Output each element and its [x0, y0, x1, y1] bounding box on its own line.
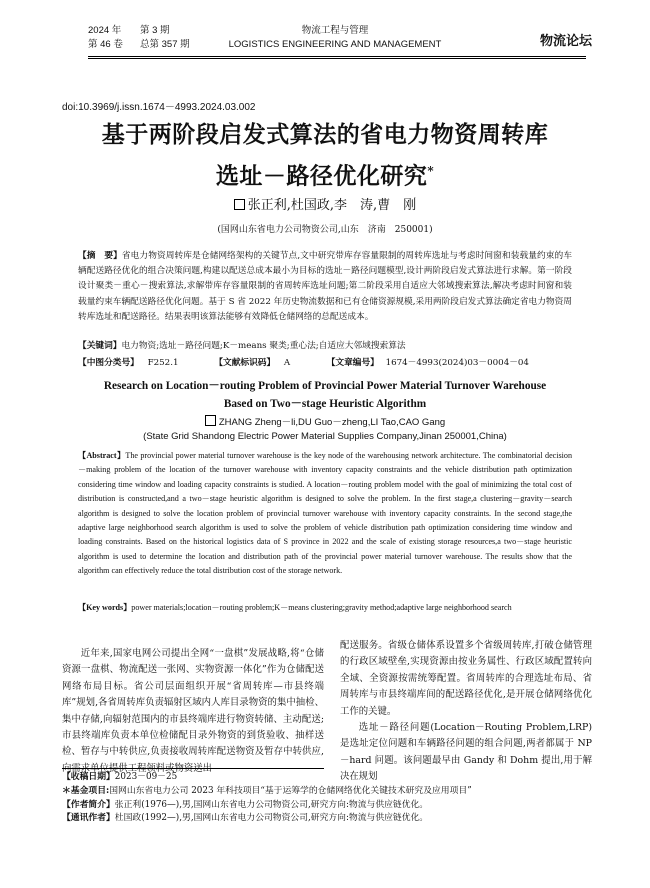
journal-name-en: LOGISTICS ENGINEERING AND MANAGEMENT [228, 39, 442, 50]
received-date [62, 771, 592, 785]
corresponding-label: 【通讯作者】 [62, 813, 115, 824]
body-column-right [340, 638, 592, 786]
author-list [60, 194, 590, 213]
abstract-en-label: 【Abstract】 [78, 451, 126, 460]
keywords-cn-label: 【关键词】 [78, 341, 122, 351]
issue: 第 3 期 [140, 25, 170, 36]
en-title-line-1: Research on Location－routing Problem of Provincial Power Material Turnover Warehouse [103, 380, 547, 392]
fund-note [62, 785, 592, 799]
corresponding-author [62, 812, 592, 826]
keywords-cn [78, 339, 572, 354]
doi: doi:10.3969/j.issn.1674－4993.2024.03.002 [62, 102, 256, 113]
authors-text: 张正利,杜国政,李 涛,曹 刚 [247, 198, 417, 213]
keywords-cn-text: 电力物资;选址－路径问题;K－means 聚类;重心法;自适应大邻域搜索算法 [121, 341, 406, 351]
received-value: 2023－09－25 [114, 772, 178, 782]
article-number-value: 1674－4993(2024)03－0004－04 [385, 358, 529, 368]
column-name: 物流论坛 [540, 33, 593, 48]
total-issue: 总第 357 期 [140, 39, 190, 50]
clc-label: 【中图分类号】 [78, 358, 139, 368]
clc-value: F252.1 [147, 358, 179, 368]
title-footnote-mark: * [427, 164, 435, 178]
doc-code-value: A [283, 358, 291, 368]
body-paragraph: 选址－路径问题(Location－Routing Problem,LRP)是选址定位问题和车辆路径问题的组合问题,两者都属于 NP－hard 问题。该问题最早由 Gandy 和 Dohm 提出,用于解决在规划 [340, 722, 592, 783]
author-bio-label: 【作者简介】 [62, 799, 115, 810]
abstract-cn-label: 【摘 要】 [78, 251, 122, 261]
body-paragraph: 近年来,国家电网公司提出全网“一盘棋”发展战略,将“仓储资源一盘棋、物流配送一张网、实物资源一体化”作为仓储配送网络布局目标。省公司层面组织开展“省周转库—市县终端库”规划,各省周转库负责辐射区域内人库目录物资的集中抽检、集中存储,向辐射范围内的市县终端库进行物资转储、主动配送;市县终端库负责本单位检储配目录外物资的到货验收、抽样送检、暂存与中转供应,负责接收周转库配送物资及暂存中转供应,向需求单位提供工程领料或物资送出 [62, 648, 324, 774]
keywords-en-text: power materials;location－routing problem;K－means clustering;gravity method;adaptive large neighborhood search [131, 603, 512, 612]
en-title-line-2: Based on Two－stage Heuristic Algorithm [223, 398, 427, 410]
received-label: 【收稿日期】 [62, 772, 115, 782]
footnote-rule [62, 768, 324, 769]
body-paragraph: 配送服务。省级仓储体系设置多个省级周转库,打破仓储管理的行政区域壁垒,实现资源由按业务属性、行政区域配置转向全域、全资源按需统筹配置。省周转库的合理选址布局、省周转库与市县终端库间的配送路径优化,是开展仓储网络优化工作的关键。 [340, 640, 592, 717]
doc-code-label: 【文献标识码】 [214, 358, 276, 368]
author-bio-value: 张正利(1976—),男,国网山东省电力公司物资公司,研究方向:物流与供应链优化。 [114, 799, 429, 810]
volume: 第 46 卷 [88, 39, 123, 50]
abstract-en-text: The provincial power material turnover warehouse is the key node of the warehousing network architecture. The combinatorial decision－making problem of the location of the turnover warehouse with inventory capacity constraints and the vehicle distribution path optimization considering time window and loading capacity constraints is studied. A location－routing problem model with the goal of minimizing the total cost of distribution is constructed,and a two－stage heuristic algorithm is designed to solve the problem. In the first stage,a clustering－gravity－search algorithm is designed to solve the location problem of provincial turnover warehouse with inventory capacity constraints. In the second stage,the adaptive large neighborhood search algorithm is used to solve the problem of vehicle distribution path optimization considering time window and loading constraints. Based on the historical logistics data of S province in 2022 and the scale of existing storage resources,a two－stage heuristic algorithm is used to determine the location and distribution path of the provincial power material turnover warehouse. The results show that the algorithm can effectively reduce the total distribution cost of the storage network. [78, 451, 572, 576]
journal-issue-info [88, 24, 190, 52]
paper-title [60, 117, 590, 195]
english-title [60, 377, 590, 413]
abstract-cn [78, 249, 572, 325]
affiliation: (国网山东省电力公司物资公司,山东 济南 250001) [217, 225, 433, 235]
en-author-box-icon [205, 415, 216, 426]
corresponding-value: 杜国政(1992—),男,国网山东省电力公司物资公司,研究方向:物流与供应链优化。 [114, 813, 429, 824]
title-line-1: 基于两阶段启发式算法的省电力物资周转库 [101, 121, 549, 148]
journal-name [220, 24, 450, 52]
article-number-label: 【文章编号】 [326, 358, 379, 368]
abstract-en [78, 449, 572, 579]
keywords-en-label: 【Key words】 [78, 603, 132, 612]
classification-row [78, 356, 572, 370]
keywords-en [78, 600, 572, 615]
english-authors [60, 414, 590, 428]
footnotes [62, 771, 592, 826]
header-rule [88, 56, 586, 57]
year: 2024 年 [88, 25, 122, 36]
fund-label: ＊基金项目: [62, 785, 110, 796]
header-rule-thin [88, 58, 586, 59]
body-column-left [62, 646, 324, 777]
journal-name-cn: 物流工程与管理 [301, 25, 369, 36]
author-bio [62, 799, 592, 813]
title-line-2: 选址－路径优化研究 [215, 162, 428, 190]
author-box-icon [234, 199, 245, 210]
abstract-cn-text: 省电力物资周转库是仓储网络架构的关键节点,文中研究带库存容量限制的周转库选址与考虑时间窗和装载量约束的车辆配送路径优化的组合决策问题,构建以配送总成本最小为目标的选址－路径问题模型,设计两阶段启发式算法进行求解。第一阶段设计聚类－重心－搜索算法,求解带库存容量限制的省周转库选址问题;第二阶段采用自适应大邻域搜索算法,解决考虑时间窗和装载量约束车辆配送路径优化问题。基于 S 省 2022 年历史物流数据和已有仓储资源规模,采用两阶段启发式算法确定省电力物资周转库选址和配送路径。结果表明该算法能够有效降低仓储网络的总配送成本。 [78, 251, 573, 322]
en-authors-text: ZHANG Zheng－li,DU Guo－zheng,LI Tao,CAO Gang [218, 417, 446, 428]
english-affiliation: (State Grid Shandong Electric Power Material Supplies Company,Jinan 250001,China) [143, 431, 507, 442]
fund-value: 国网山东省电力公司 2023 年科技项目“基于运筹学的仓储网络优化关键技术研究及应用项目” [109, 785, 472, 796]
